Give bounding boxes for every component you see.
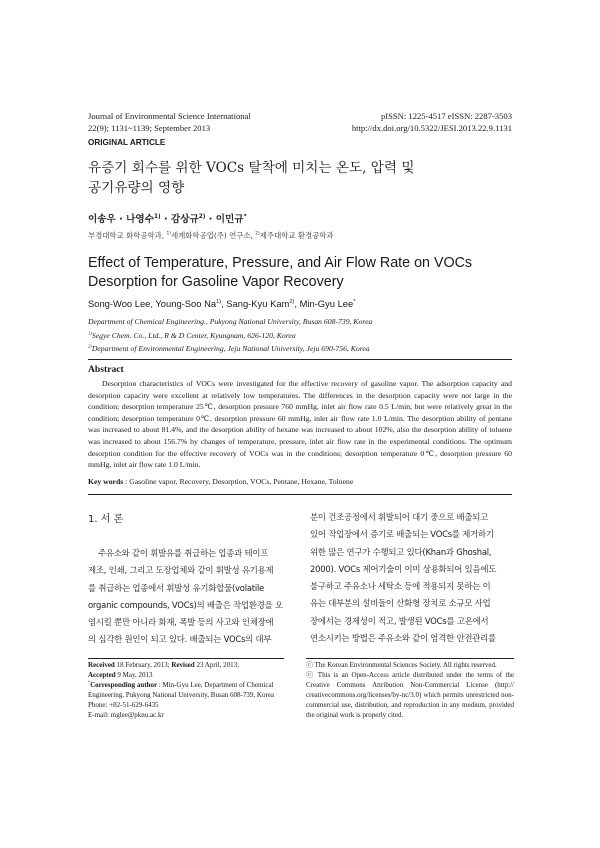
footnote-rule-left — [88, 658, 284, 659]
author-kr-2: 나영수 — [126, 214, 154, 225]
body-left-line: 주유소와 같이 휘발유를 취급하는 업종과 테이프 — [98, 548, 269, 558]
title-english-line2: Desorption for Gasoline Vapor Recovery — [88, 274, 344, 290]
journal-name: Journal of Environmental Science International — [88, 111, 251, 121]
keywords — [88, 477, 353, 486]
phone: Phone: +82-51-629-6435 — [88, 701, 159, 709]
body-left-line: organic compounds, VOCs)의 배출은 작업환경을 오 — [88, 599, 283, 610]
journal-header-right — [352, 110, 512, 134]
author-en-a-sup: 1) — [216, 298, 222, 305]
affil-en-2: Segye Chem. Co., Ltd., R & D Center, Kyungnam, 626-120, Korea — [91, 330, 296, 340]
affil-en-2-sup: 1) — [88, 329, 92, 335]
body-left-line: 를 취급하는 업종에서 휘발성 유기화합물(volatile — [88, 582, 265, 593]
author-kr-3-sup: 2) — [198, 213, 206, 220]
body-left-line: 제조, 인쇄, 그리고 도장업체와 같이 휘발성 유기용제 — [88, 565, 274, 576]
author-en-c: , Min-Gyu Lee — [294, 298, 354, 309]
affil-en-3-sup: 2) — [88, 343, 92, 349]
body-right-line: 2000). VOCs 제어기술이 이미 상용화되어 있음에도 — [310, 563, 497, 574]
section-heading — [88, 510, 123, 525]
abstract-heading: Abstract — [88, 364, 124, 375]
affil-en-3: Department of Environmental Engineering, Jeju National University, Jeju 690-756, Korea — [91, 344, 370, 353]
section-title: 서 론 — [100, 514, 124, 525]
accepted-date: 9 May, 2013 — [115, 671, 153, 679]
email[interactable]: E-mail: mglee@pknu.ac.kr — [88, 711, 164, 719]
title-korean-line2: 공기유량의 영향 — [88, 180, 185, 196]
abstract-text: Desorption characteristics of VOCs were investigated for the effective recovery of gasoline vapor. The adsorption capacity and desorption capacity were excellent at relatively low temperatures. The differences in the desorption capacity were not large in the condition; desorption temperature 25℃, desorption pressure 760 mmHg, inlet air flow rate 0.5 L/min, but were relatively great in the condition; desorption temperature 0℃, desorption pressure 60 mmHg, inlet air flow rate 1.0 L/min. The desorption ability of pentane was increased to about 81.4%, and the desorption ability of hexane was increased to about 102%, also the desorption ability of toluene was increased to about 156.7% by changes of temperature, pressure, inlet air flow rate in the experimental conditions. The optimum desorption condition for the effective recovery of VOCs was in the conditions; desorption temperature 0℃, desorption pressure 60 mmHg, inlet air flow rate 1.0 L/min. — [88, 379, 512, 470]
title-english-line1: Effect of Temperature, Pressure, and Air Flow Rate on VOCs — [88, 255, 473, 271]
corresponding-label: Corresponding author — [90, 681, 158, 689]
author-kr-4: 이민규 — [215, 214, 244, 225]
footnote-left: Received 18 February, 2013; Revised 23 April, 2013; Accepted 9 May, 2013 *Corresponding author : Min-Gyu Lee, Department of Chemical Engineering, Pukyong National University, Busan 608-739, Korea Phone: +82-51-629-6435 E-mail: mglee@pknu.ac.kr — [88, 660, 288, 720]
body-right-line: 장에서는 경제성이 적고, 발생된 VOCs를 고온에서 — [310, 615, 489, 626]
authors-english — [88, 298, 355, 309]
journal-header-left — [88, 110, 251, 134]
affil-kr-c: 제주대학교 환경공학과 — [259, 231, 334, 240]
body-right-line: 유는 대부분의 설비들이 산화형 장치로 소규모 사업 — [310, 598, 491, 609]
title-english — [88, 254, 472, 292]
affil-kr-c-sup: 2) — [255, 231, 260, 237]
author-en-b: , Sang-Kyu Kam — [221, 298, 290, 309]
copyright-notice: ⓒ The Korean Environmental Sciences Society. All rights reserved. — [306, 661, 497, 669]
affiliations-korean — [88, 230, 334, 241]
author-en-c-sup: * — [353, 298, 356, 305]
body-right-line: 위한 많은 연구가 수행되고 있다(Khan과 Ghoshal, — [310, 546, 492, 557]
author-en-b-sup: 2) — [289, 298, 295, 305]
author-en-a: Song-Woo Lee, Young-Soo Na — [88, 298, 217, 309]
authors-korean: 이송우 · 나영수$^{1)}$ · 감상규$^{2)}$ · 이민규* — [88, 213, 247, 225]
body-column-left — [88, 545, 292, 649]
affil-en-1: Department of Chemical Engineering., Pukyong National University, Busan 608-739, Korea — [88, 317, 373, 326]
author-kr-4-sup: * — [243, 213, 247, 220]
body-right-line: 분이 건조공정에서 휘발되어 대기 중으로 배출되고 — [310, 512, 489, 522]
section-number: 1. — [88, 514, 98, 525]
author-kr-2-sup: 1) — [153, 213, 161, 220]
body-right-line: 있어 작업장에서 증기로 배출되는 VOCs를 제거하기 — [310, 529, 494, 540]
doi-link[interactable]: http://dx.doi.org/10.5322/JESI.2013.22.9.1131 — [351, 123, 512, 133]
revised-label: Revised — [171, 661, 195, 669]
affil-kr-b: 세계화학공업(주) 연구소, — [171, 231, 256, 240]
author-kr-1: 이송우 — [88, 214, 116, 225]
affil-kr-b-sup: 1) — [166, 231, 172, 237]
footnote-right — [306, 660, 514, 720]
volume-pages: 22(9); 1131~1139; September 2013 — [88, 123, 211, 133]
title-korean — [88, 158, 415, 198]
author-kr-3: 감상규 — [170, 214, 199, 225]
license-notice: ⓒ This is an Open-Access article distributed under the terms of the Creative Commons Attribution Non-Commercial License (http:// creativecommons.org/licenses/by-nc/3.0) which permits unrestricted non-commercial use, distribution, and reproduction in any medium, provided the original work is properly cited. — [306, 671, 514, 719]
title-korean-line1: 유증기 회수를 위한 VOCs 탈착에 미치는 온도, 압력 및 — [88, 160, 415, 176]
abstract-top-rule — [88, 359, 512, 360]
keywords-text: : Gasoline vapor, Recovery, Desorption, VOCs, Pentane, Hexane, Toluene — [123, 477, 354, 486]
revised-date: 23 April, 2013; — [194, 661, 240, 669]
affil-kr-a: 부경대학교 화학공학과, — [88, 231, 167, 240]
body-left-line: 염시킬 뿐만 아니라 화재, 폭발 등의 사고와 인체장애 — [88, 617, 274, 628]
accepted-label: Accepted — [88, 671, 116, 679]
received-date: 18 February, 2013; — [114, 661, 172, 669]
keywords-label: Key words — [88, 477, 124, 486]
body-right-line: 연소시키는 방법은 주유소와 같이 엄격한 안전관리를 — [310, 633, 496, 644]
body-left-line: 의 심각한 원인이 되고 있다. 배출되는 VOCs의 대부 — [88, 634, 272, 645]
body-right-line: 불구하고 주유소나 세탁소 등에 적용되지 못하는 이 — [310, 581, 491, 592]
article-type: ORIGINAL ARTICLE — [88, 138, 166, 147]
issn: pISSN: 1225-4517 eISSN: 2287-3503 — [380, 111, 512, 121]
received-label: Received — [88, 661, 115, 669]
affiliations-english — [88, 316, 372, 355]
body-column-right — [310, 509, 514, 647]
footnote-rule-right — [306, 658, 514, 659]
corresponding-author: : Min-Gyu Lee, Department of Chemical Engineering, Pukyong National University, Busan 608-739, Korea — [88, 681, 274, 699]
abstract-bottom-rule — [88, 494, 512, 495]
